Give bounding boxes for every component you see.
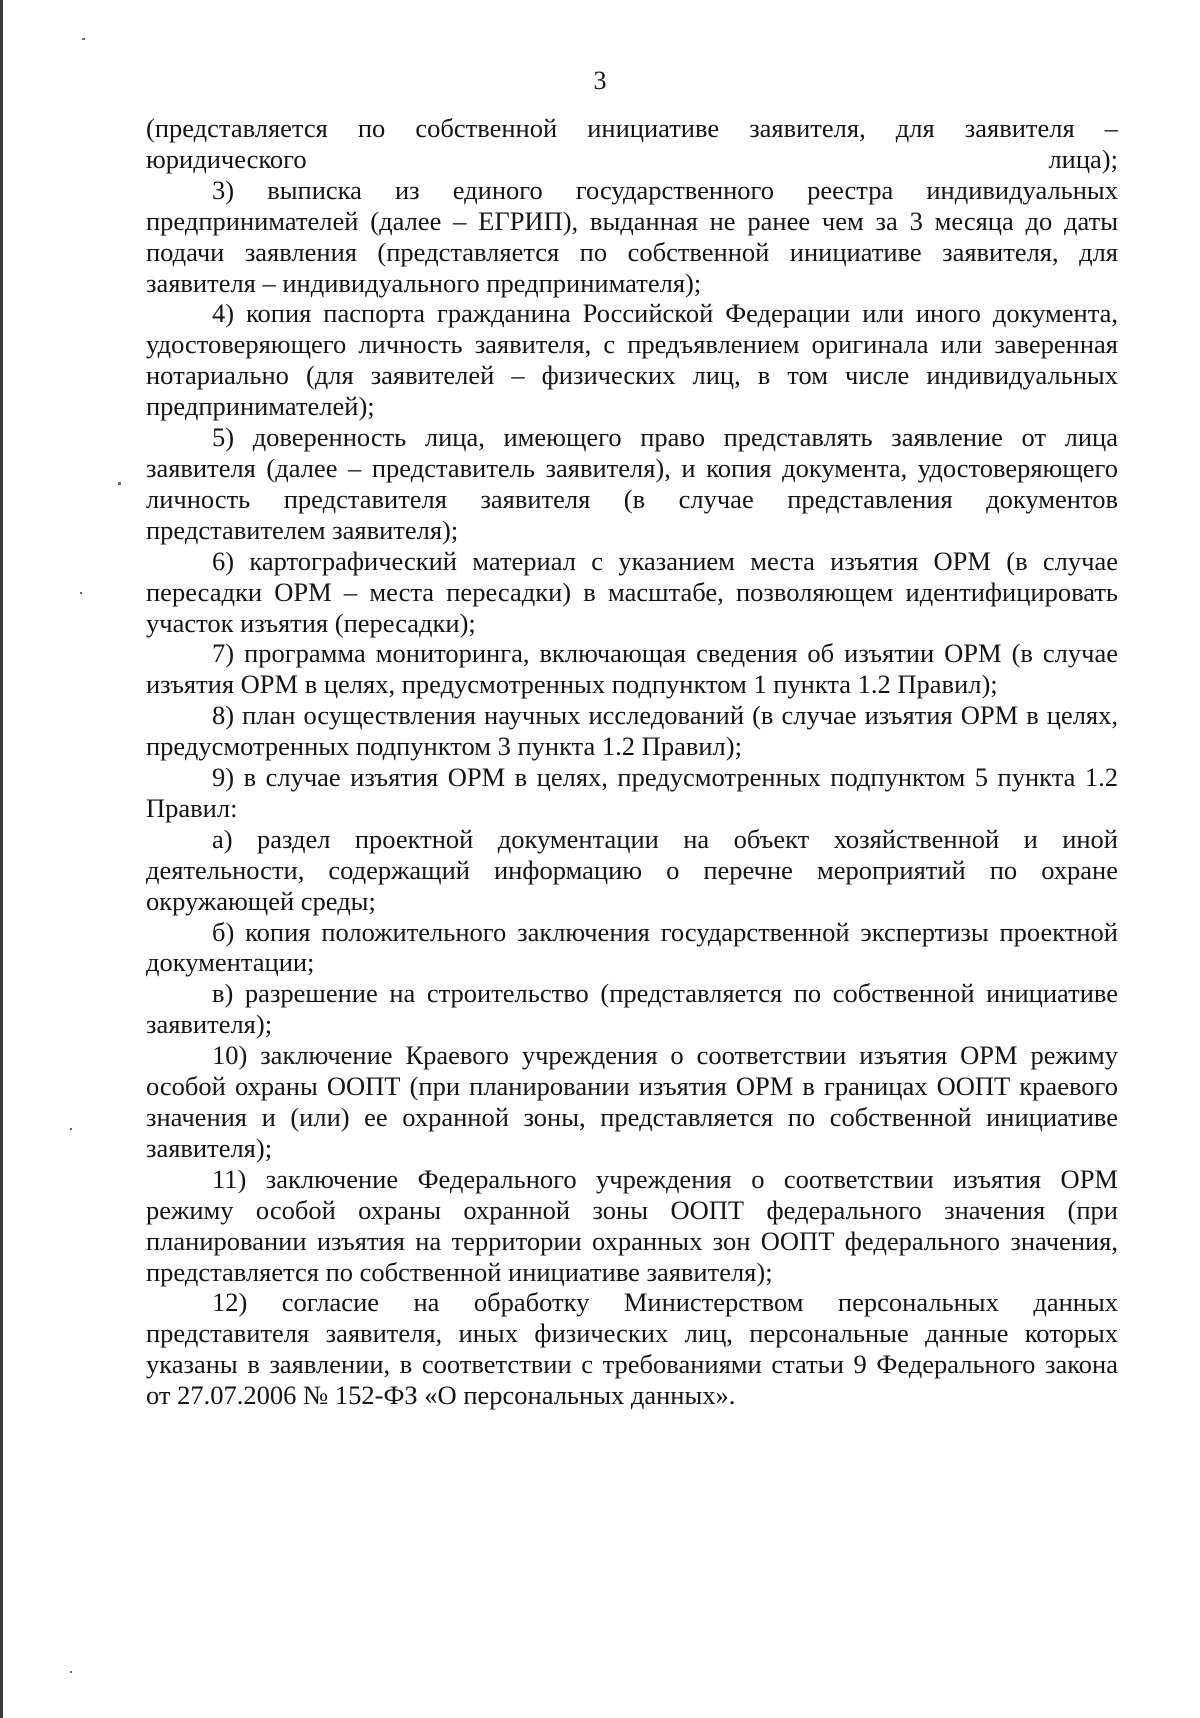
list-item-4: 4) копия паспорта гражданина Российской Федерации или иного документа, удостоверяющего личность заявителя, с предъявлением оригинала или заверенная нотариально (для заявителей – физических лиц, в том числе индивидуальных предпринимателей); [146, 298, 1118, 422]
scan-speck [118, 482, 121, 485]
document-body [146, 113, 1118, 1411]
scan-speck [82, 38, 85, 40]
list-item-11: 11) заключение Федерального учреждения о соответствии изъятия ОРМ режиму особой охраны охранной зоны ООПТ федерального значения (при планировании изъятия на территории охранных зон ООПТ федерального значения, представляется по собственной инициативе заявителя); [146, 1163, 1118, 1287]
scan-speck [80, 592, 82, 594]
list-item-12: 12) согласие на обработку Министерством персональных данных представителя заявителя, иных физических лиц, персональные данные которых указаны в заявлении, в соответствии с требованиями статьи 9 Федерального закона от 27.07.2006 № 152-ФЗ «О персональных данных». [146, 1287, 1118, 1411]
scan-speck [70, 1128, 72, 1130]
list-subitem-b: б) копия положительного заключения государственной экспертизы проектной документации; [146, 916, 1118, 978]
list-subitem-a: а) раздел проектной документации на объект хозяйственной и иной деятельности, содержащий информацию о перечне мероприятий по охране окружающей среды; [146, 823, 1118, 916]
scan-speck [70, 1671, 72, 1673]
list-item-6: 6) картографический материал с указанием места изъятия ОРМ (в случае пересадки ОРМ – места пересадки) в масштабе, позволяющем идентифицировать участок изъятия (пересадки); [146, 545, 1118, 638]
list-item-9: 9) в случае изъятия ОРМ в целях, предусмотренных подпунктом 5 пункта 1.2 Правил: [146, 762, 1118, 823]
list-item-5: 5) доверенность лица, имеющего право представлять заявление от лица заявителя (далее – представитель заявителя), и копия документа, удостоверяющего личность представителя заявителя (в случае представления документов представителем заявителя); [146, 422, 1118, 545]
list-item-10: 10) заключение Краевого учреждения о соответствии изъятия ОРМ режиму особой охраны ООПТ (при планировании изъятия ОРМ в границах ООПТ краевого значения и (или) ее охранной зоны, представляется по собственной инициативе заявителя); [146, 1040, 1118, 1163]
list-item-8: 8) план осуществления научных исследований (в случае изъятия ОРМ в целях, предусмотренных подпунктом 3 пункта 1.2 Правил); [146, 700, 1118, 762]
list-subitem-c: в) разрешение на строительство (представляется по собственной инициативе заявителя); [146, 978, 1118, 1040]
page-number: 3 [593, 66, 607, 95]
list-item-7: 7) программа мониторинга, включающая сведения об изъятии ОРМ (в случае изъятия ОРМ в целях, предусмотренных подпунктом 1 пункта 1.2 Правил); [146, 638, 1118, 700]
list-item-3: 3) выписка из единого государственного реестра индивидуальных предпринимателей (далее – ЕГРИП), выданная не ранее чем за 3 месяца до даты подачи заявления (представляется по собственной инициативе заявителя, для заявителя – индивидуального предпринимателя); [146, 174, 1118, 298]
paragraph-continuation: (представляется по собственной инициативе заявителя, для заявителя – юридического лица); [146, 113, 1118, 174]
scan-left-edge [0, 0, 3, 1718]
